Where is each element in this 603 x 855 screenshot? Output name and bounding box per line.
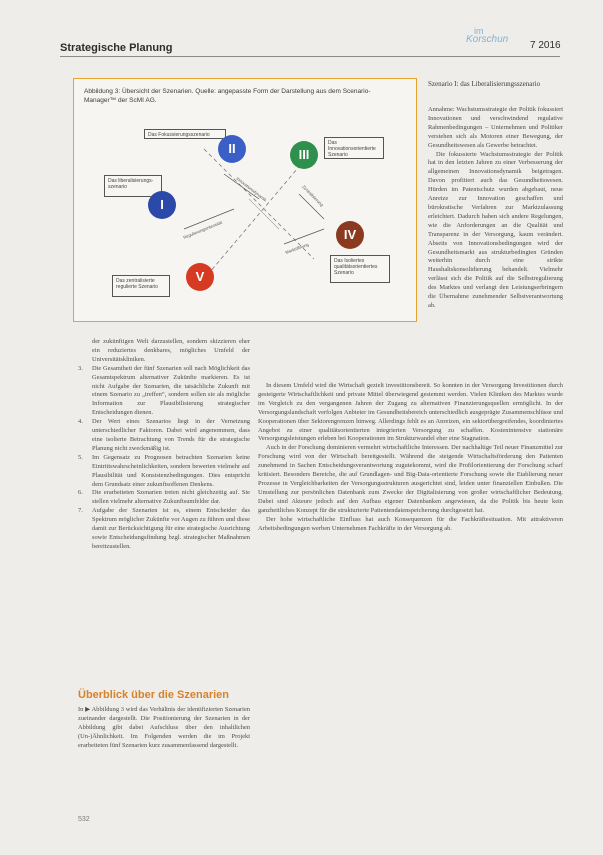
scenario-label-v: Das zentralisierte regulierte Szenario xyxy=(112,275,170,297)
scenario-circle-i: I xyxy=(148,191,176,219)
list-item-number: 3. xyxy=(78,364,83,372)
issue-number: 7 2016 xyxy=(530,40,561,51)
list-item-text: Die erarbeiteten Szenarien treten nicht gleichzeitig auf. Sie stellen vielmehr alternative Zukunftsumfelder dar. xyxy=(92,489,250,506)
right-column-body xyxy=(428,106,563,311)
section-paragraph: In ▶ Abbildung 3 wird das Verhältnis der identifizierten Szenarien zueinander dargestellt. Die Positionierung der Szenarien in der Abbildung gibt dabei Aufschluss über den inhaltlichen (Un-)Ähnlichkeit. Im Folgenden werden die im Projekt erarbeiteten fünf Szenarien kurz zusammenfassend dargestellt. xyxy=(78,706,250,749)
key-points-list xyxy=(78,365,250,552)
list-item xyxy=(78,507,250,552)
left-intro-paragraph: der zukünftigen Welt darzustellen, sondern skizzieren eher ein reduziertes denkbares, mögliches Umfeld der Universitätskliniken. xyxy=(92,338,250,363)
figure-caption: Abbildung 3: Übersicht der Szenarien. Quelle: angepasste Form der Darstellung aus dem Scenario-Manager™ der ScMI AG. xyxy=(84,88,371,104)
list-item xyxy=(78,418,250,454)
right-paragraph-1: Annahme: Wachstumsstrategie der Politik fokussiert Innovationen und verschwindend regulative Rahmenbedingungen – Unternehmen und Politiker verstehen sich als Motoren einer Bewegung, der Gesundheitswesen als Gewerbe betrachtet. xyxy=(428,106,563,149)
figure-box xyxy=(73,78,417,322)
list-item-text: Die Gesamtheit der fünf Szenarien soll nach Möglichkeit das Gesamtspektrum alternativer Zukünfte markieren. Es ist nicht Aufgabe der Szenarien, die tatsächliche Zukunft mit einem Szenario zu „treffen“, sondern sollen sie als mögliche Information zur Plausibilisierung strategischer Entscheidungen dienen. xyxy=(92,364,250,417)
center-cross-h xyxy=(249,199,279,229)
scenario-label-iii: Das Innovationsorientierte Szenario xyxy=(324,137,384,159)
list-item-text: Aufgabe der Szenarien ist es, einem Entscheider das Spektrum möglicher Zukünfte vor Augen zu führen und diese damit zur Berücksichtigung für eine strategische Ausrichtung sowie Entscheidungsfindung bzgl. strategischer Maßnahmen bereitzustellen. xyxy=(92,507,250,550)
right-paragraph-5: Der hohe wirtschaftliche Einfluss hat auch Konsequenzen für die Fachkräftesituation. Mit attraktiveren Arbeitsbedingungen werben Unternehmen Fachkräfte in der Versorgung ab. xyxy=(258,515,563,532)
axis-label-2: Regulierungsintensität xyxy=(182,219,223,240)
scenario-heading: Szenario I: das Liberalisierungsszenario xyxy=(428,80,541,88)
axis-label-3: Zentralisierung xyxy=(301,184,325,208)
right-column-body-lower xyxy=(258,382,563,533)
axis-label-1: Innovationsdynamik xyxy=(235,175,268,203)
section-title: Strategische Planung xyxy=(60,42,173,54)
scenario-label-i: Das liberalisierungs-szenario xyxy=(104,175,162,197)
page-number: 532 xyxy=(78,816,90,823)
list-item-number: 5. xyxy=(78,453,83,461)
right-paragraph-4: Auch in der Forschung dominieren vermehrt wirtschaftliche Interessen. Der nachhaltige Teil neuer Finanzmittel zur Forschung wird von der Wirtschaft bereitgestellt. Während die steigende Wirtschaftsförderung den Patienten zunehmend in Sachen Entscheidungsverantwortung zugutekommt, wird die Profilorientierung der Forschung scharf kritisiert. Besonders Bereiche, die auf Grundlagen- und Big-Data-orientierte Forschung sowie die Etablierung neuer Prozesse in Vergleichbarkeiten der Versorgungsstrukturen ausgerichtet sind, leiden unter finanziellen Einbußen. Die Umstellung zur persönlichen Datenbank zum Zwecke der Digitalisierung von großer wirtschaftlicher Bedeutung. Dabei sind Akteure jedoch auf den Aufbau eigener Datenbanken angewiesen, da die Politik bis heute kein ganzheitliches Konzept für die strukturierte Patientendatenspeicherung durchgesetzt hat. xyxy=(258,444,563,514)
scenario-circle-iv: IV xyxy=(336,221,364,249)
list-item-number: 6. xyxy=(78,489,83,497)
right-paragraph-2: Die fokussierte Wachstumsstrategie der Politik hat in den letzten Jahren zu einer Verbesserung der allgemeinen Innovationsdynamik beigetragen. Davon profitiert auch das Gesundheitswesen. Hürden im Patentschutz wurden abgebaut, neue Anreize zur Innovation geschaffen und bürokratische Verfahren zur Marktzulassung erleichtert. Dadurch haben sich andere Regelungen, wie die Anforderungen an die Qualität und Transparenz in der Versorgung, kaum verändert. Abseits von Innovationsbedingungen wird der Gesundheitsmarkt aus strukturbedingten Gründen weiterhin durch eine strikte Haushaltskonsolidierung behandelt. Vielmehr verlässt sich die Politik auf die Selbstregulierung des Marktes und verlangt den Leistungserbringern die Übernahme zunehmender Selbstverantwortung ab. xyxy=(428,150,563,309)
brand-logo xyxy=(466,26,524,46)
list-item xyxy=(78,365,250,418)
scenario-label-ii: Das Fokussierungsszenario xyxy=(144,129,226,139)
separator-line-b xyxy=(204,149,314,279)
list-item-number: 7. xyxy=(78,507,83,515)
brand-logo-bottom: Korschun xyxy=(466,34,509,45)
scenario-label-iv: Das Isoliertes qualitätsorientiertes Szenario xyxy=(330,255,390,283)
scenario-circle-iii: III xyxy=(290,141,318,169)
header-rule xyxy=(60,56,560,57)
left-column-body xyxy=(78,338,250,552)
list-item-text: Im Gegensatz zu Prognosen betrachten Szenarien keine Eintrittswahrscheinlichkeiten, sondern bewerten vielmehr auf Plausibilität und Konsistenzbedingungen. Dies entspricht dem Grundsatz einer zukunftsoffenen Denkens. xyxy=(92,453,250,488)
list-item xyxy=(78,454,250,490)
scenario-circle-v: V xyxy=(186,263,214,291)
section-heading: Überblick über die Szenarien xyxy=(78,689,229,701)
brand-logo-top: im xyxy=(474,26,484,36)
right-paragraph-3: In diesem Umfeld wird die Wirtschaft gezielt investitionsbereit. So konnten in der Versorgung Investitionen durch gesteigerte Wirtschaftlichkeit und private Mittel überwiegend gestemmt werden. Vielen Kliniken des Marktes wurde im Vergleich zu den vergangenen Jahren der Zugang zu alternativen Finanzierungsquellen ermöglicht. In der Versorgungslandschaft verfolgen Anbieter im Gesundheitsbereich unterschiedlich ausgeprägte Zusammenschlüsse und Kooperationen über Sektorengrenzen hinweg. Allerdings fehlt es an Anreizen, ein sektorübergreifendes, koordiniertes Angebot zu einer qualitätsorientierten integrierten Versorgung zu schaffen. Kostenintensive stationäre Versorgungsleistungen erleben bei Kooperationen im Strukturwandel eher eine Stagnation. xyxy=(258,382,563,443)
list-item-text: Der Wert eines Szenarios liegt in der Vernetzung unterschiedlicher Faktoren. Dabei wird angenommen, dass eine isolierte Betrachtung von Trends für die strategische Planung nicht zweckmäßig ist. xyxy=(92,418,250,452)
scenario-circle-ii: II xyxy=(218,135,246,163)
axis-arrow-4 xyxy=(284,229,324,244)
axis-label-4: Marktöffnung xyxy=(284,241,310,255)
list-item-number: 4. xyxy=(78,418,83,426)
list-item xyxy=(78,489,250,507)
